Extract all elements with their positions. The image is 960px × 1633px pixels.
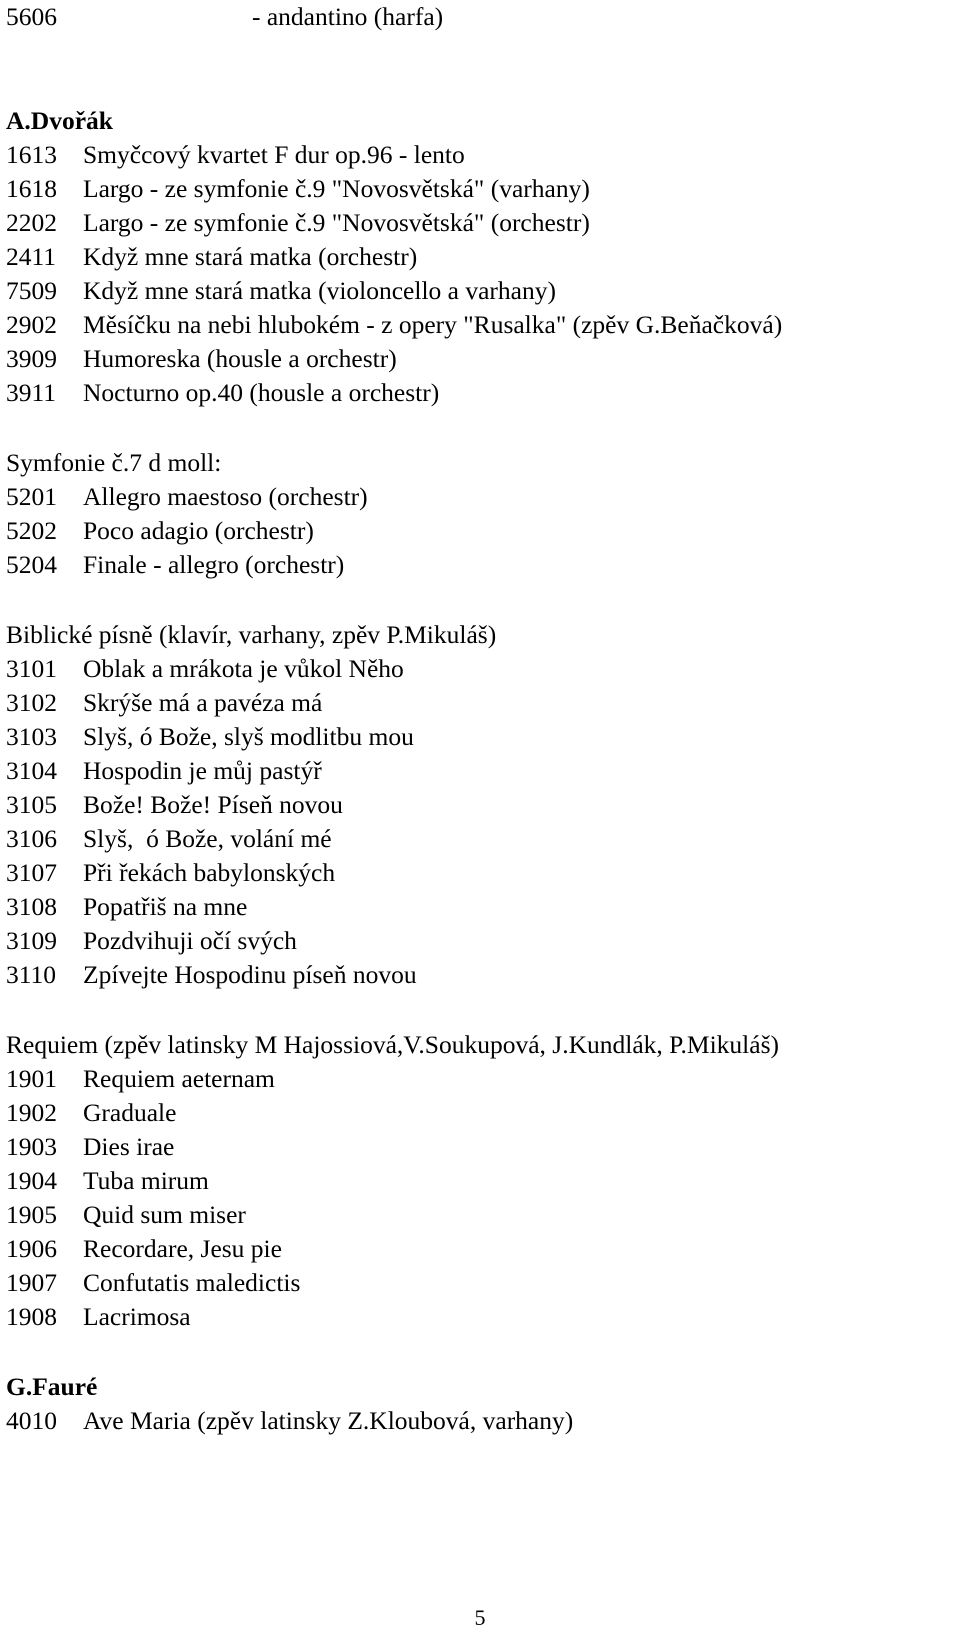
track-title: Když mne stará matka (violoncello a varhany) bbox=[83, 276, 556, 305]
catalog-number: 5204 bbox=[6, 550, 57, 579]
list-item bbox=[6, 138, 465, 172]
catalog-number: 3102 bbox=[6, 688, 57, 717]
list-item bbox=[6, 514, 314, 548]
list-item bbox=[6, 1130, 174, 1164]
list-item bbox=[6, 274, 556, 308]
catalog-number: 3909 bbox=[6, 344, 57, 373]
catalog-number: 1907 bbox=[6, 1268, 57, 1297]
track-title: - andantino (harfa) bbox=[252, 2, 444, 31]
list-item bbox=[6, 548, 344, 582]
track-title: Allegro maestoso (orchestr) bbox=[83, 482, 368, 511]
catalog-number: 3105 bbox=[6, 790, 57, 819]
catalog-number: 1901 bbox=[6, 1064, 57, 1093]
list-item bbox=[6, 308, 782, 342]
catalog-number: 1906 bbox=[6, 1234, 57, 1263]
catalog-number: 3108 bbox=[6, 892, 57, 921]
section-heading-symfonie: Symfonie č.7 d moll: bbox=[6, 448, 222, 477]
track-title: Smyčcový kvartet F dur op.96 - lento bbox=[83, 140, 465, 169]
list-item bbox=[6, 0, 443, 34]
track-title: Oblak a mrákota je vůkol Něho bbox=[83, 654, 404, 683]
list-item bbox=[6, 856, 335, 890]
track-title: Requiem aeternam bbox=[83, 1064, 275, 1093]
track-title: Bože! Bože! Píseň novou bbox=[83, 790, 343, 819]
track-title: Hospodin je můj pastýř bbox=[83, 756, 322, 785]
list-item bbox=[6, 342, 397, 376]
list-item bbox=[6, 1198, 246, 1232]
catalog-number: 4010 bbox=[6, 1406, 57, 1435]
list-item bbox=[6, 686, 322, 720]
track-title: Zpívejte Hospodinu píseň novou bbox=[83, 960, 417, 989]
list-item bbox=[6, 240, 417, 274]
track-title: Při řekách babylonských bbox=[83, 858, 336, 887]
track-title: Humoreska (housle a orchestr) bbox=[83, 344, 397, 373]
list-item bbox=[6, 1062, 275, 1096]
track-title: Slyš, ó Bože, slyš modlitbu mou bbox=[83, 722, 414, 751]
track-title: Nocturno op.40 (housle a orchestr) bbox=[83, 378, 440, 407]
track-title: Confutatis maledictis bbox=[83, 1268, 301, 1297]
list-item bbox=[6, 924, 297, 958]
list-item bbox=[6, 958, 417, 992]
track-title: Graduale bbox=[83, 1098, 177, 1127]
list-item bbox=[6, 1096, 176, 1130]
list-item bbox=[6, 720, 414, 754]
catalog-number: 2411 bbox=[6, 242, 57, 271]
section-heading-faure: G.Fauré bbox=[6, 1372, 98, 1401]
track-title: Slyš, ó Bože, volání mé bbox=[83, 824, 332, 853]
catalog-number: 1903 bbox=[6, 1132, 57, 1161]
section-heading-dvorak: A.Dvořák bbox=[6, 106, 113, 135]
list-item bbox=[6, 890, 247, 924]
catalog-number: 3911 bbox=[6, 378, 57, 407]
catalog-number: 3106 bbox=[6, 824, 57, 853]
list-item bbox=[6, 206, 590, 240]
list-item bbox=[6, 822, 332, 856]
list-item bbox=[6, 652, 404, 686]
track-title: Lacrimosa bbox=[83, 1302, 191, 1331]
track-title: Recordare, Jesu pie bbox=[83, 1234, 282, 1263]
catalog-number: 2902 bbox=[6, 310, 57, 339]
catalog-number: 3109 bbox=[6, 926, 57, 955]
catalog-number: 7509 bbox=[6, 276, 57, 305]
track-title: Largo - ze symfonie č.9 "Novosvětská" (orchestr) bbox=[83, 208, 590, 237]
list-item bbox=[6, 480, 368, 514]
catalog-number: 1613 bbox=[6, 140, 57, 169]
list-item bbox=[6, 376, 439, 410]
catalog-number: 3110 bbox=[6, 960, 57, 989]
track-title: Dies irae bbox=[83, 1132, 175, 1161]
catalog-number: 5202 bbox=[6, 516, 57, 545]
list-item bbox=[6, 1164, 209, 1198]
track-title: Skrýše má a pavéza má bbox=[83, 688, 323, 717]
track-title: Pozdvihuji očí svých bbox=[83, 926, 297, 955]
list-item bbox=[6, 1232, 282, 1266]
list-item bbox=[6, 1300, 191, 1334]
track-title: Měsíčku na nebi hlubokém - z opery "Rusalka" (zpěv G.Beňačková) bbox=[83, 310, 783, 339]
catalog-number: 1908 bbox=[6, 1302, 57, 1331]
catalog-number: 3104 bbox=[6, 756, 57, 785]
track-title: Tuba mirum bbox=[83, 1166, 209, 1195]
list-item bbox=[6, 1266, 300, 1300]
catalog-number: 5201 bbox=[6, 482, 57, 511]
catalog-number: 1904 bbox=[6, 1166, 57, 1195]
track-title: Poco adagio (orchestr) bbox=[83, 516, 314, 545]
track-title: Finale - allegro (orchestr) bbox=[83, 550, 345, 579]
track-title: Largo - ze symfonie č.9 "Novosvětská" (varhany) bbox=[83, 174, 590, 203]
catalog-number: 3103 bbox=[6, 722, 57, 751]
catalog-number: 2202 bbox=[6, 208, 57, 237]
list-item bbox=[6, 754, 322, 788]
catalog-number: 5606 bbox=[6, 2, 57, 31]
list-item bbox=[6, 788, 343, 822]
page-number: 5 bbox=[474, 1605, 486, 1630]
track-title: Když mne stará matka (orchestr) bbox=[83, 242, 418, 271]
list-item bbox=[6, 1404, 573, 1438]
section-heading-biblicke: Biblické písně (klavír, varhany, zpěv P.Mikuláš) bbox=[6, 620, 497, 649]
list-item bbox=[6, 172, 590, 206]
catalog-number: 1905 bbox=[6, 1200, 57, 1229]
catalog-number: 1902 bbox=[6, 1098, 57, 1127]
track-title: Ave Maria (zpěv latinsky Z.Kloubová, varhany) bbox=[83, 1406, 574, 1435]
catalog-number: 3107 bbox=[6, 858, 57, 887]
track-title: Quid sum miser bbox=[83, 1200, 246, 1229]
track-title: Popatřiš na mne bbox=[83, 892, 248, 921]
catalog-number: 3101 bbox=[6, 654, 57, 683]
catalog-number: 1618 bbox=[6, 174, 57, 203]
section-heading-requiem: Requiem (zpěv latinsky M Hajossiová,V.Soukupová, J.Kundlák, P.Mikuláš) bbox=[6, 1030, 779, 1059]
